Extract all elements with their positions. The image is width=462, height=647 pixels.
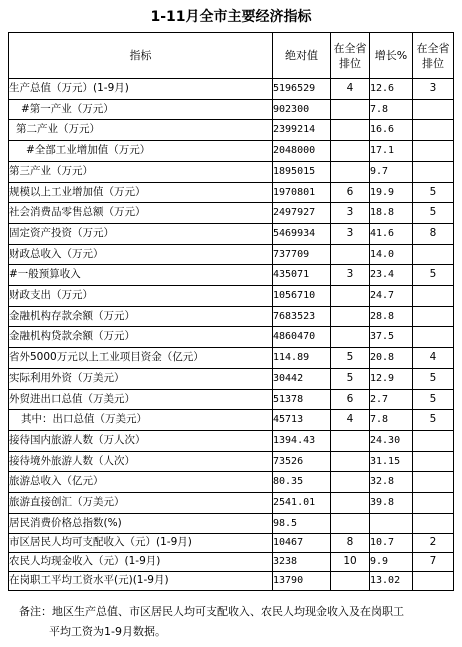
row-rank-b: 4	[413, 348, 454, 369]
row-growth: 10.7	[370, 534, 413, 553]
row-rank-b: 5	[413, 368, 454, 389]
row-rank-a	[331, 99, 370, 120]
row-rank-b: 2	[413, 534, 454, 553]
row-label: 旅游直接创汇（万美元）	[9, 493, 273, 514]
row-rank-a	[331, 472, 370, 493]
row-rank-b	[413, 99, 454, 120]
row-rank-a	[331, 141, 370, 162]
row-rank-a: 5	[331, 368, 370, 389]
row-rank-b	[413, 120, 454, 141]
row-rank-a	[331, 161, 370, 182]
table-row	[9, 223, 454, 244]
table-row	[9, 348, 454, 369]
row-growth: 37.5	[370, 327, 413, 348]
row-growth: 24.7	[370, 286, 413, 307]
row-growth: 12.9	[370, 368, 413, 389]
row-value: 2497927	[273, 203, 331, 224]
row-growth: 41.6	[370, 223, 413, 244]
row-rank-a	[331, 244, 370, 265]
row-value: 1394.43	[273, 430, 331, 451]
row-growth: 12.6	[370, 79, 413, 100]
row-value: 30442	[273, 368, 331, 389]
row-rank-b: 7	[413, 553, 454, 572]
row-growth: 20.8	[370, 348, 413, 369]
row-growth: 13.02	[370, 571, 413, 590]
row-rank-a: 5	[331, 348, 370, 369]
table-row	[9, 451, 454, 472]
row-label: 财政支出（万元）	[9, 286, 273, 307]
row-rank-b: 5	[413, 203, 454, 224]
table-row	[9, 265, 454, 286]
row-value: 2048000	[273, 141, 331, 162]
row-value: 10467	[273, 534, 331, 553]
table-header-row	[9, 33, 454, 79]
row-rank-b	[413, 306, 454, 327]
row-growth: 28.8	[370, 306, 413, 327]
header-rank-b-line2: 排位	[422, 56, 444, 70]
table-row	[9, 286, 454, 307]
row-rank-a	[331, 493, 370, 514]
table-row	[9, 534, 454, 553]
row-growth: 31.15	[370, 451, 413, 472]
footnote-line-1: 备注：地区生产总值、市区居民人均可支配收入、农民人均现金收入及在岗职工	[19, 605, 404, 618]
row-rank-b: 5	[413, 389, 454, 410]
row-growth	[370, 513, 413, 534]
row-growth: 32.8	[370, 472, 413, 493]
row-label: 其中：出口总值（万美元）	[9, 410, 273, 431]
row-label: 固定资产投资（万元）	[9, 223, 273, 244]
table-row	[9, 306, 454, 327]
row-rank-b: 8	[413, 223, 454, 244]
row-label: 农民人均现金收入（元）(1-9月)	[9, 553, 273, 572]
row-rank-b: 3	[413, 79, 454, 100]
row-label: 省外5000万元以上工业项目资金（亿元）	[9, 348, 273, 369]
row-rank-a: 10	[331, 553, 370, 572]
row-value: 1056710	[273, 286, 331, 307]
row-growth: 24.30	[370, 430, 413, 451]
row-value: 4860470	[273, 327, 331, 348]
table-row	[9, 161, 454, 182]
header-growth: 增长%	[370, 33, 413, 79]
header-rank-b-line1: 在全省	[416, 41, 450, 55]
table-row	[9, 244, 454, 265]
table-row	[9, 430, 454, 451]
row-rank-a	[331, 327, 370, 348]
row-rank-a: 3	[331, 223, 370, 244]
row-growth: 39.8	[370, 493, 413, 514]
row-growth: 18.8	[370, 203, 413, 224]
row-value: 2399214	[273, 120, 331, 141]
row-rank-b	[413, 472, 454, 493]
table-row	[9, 571, 454, 590]
row-rank-b: 5	[413, 182, 454, 203]
row-value: 5469934	[273, 223, 331, 244]
row-label: 接待境外旅游人数（人次）	[9, 451, 273, 472]
row-growth: 9.9	[370, 553, 413, 572]
row-rank-b	[413, 493, 454, 514]
row-rank-a: 6	[331, 182, 370, 203]
row-label: #第一产业（万元）	[9, 99, 273, 120]
row-rank-b: 5	[413, 410, 454, 431]
table-row	[9, 553, 454, 572]
row-label: 规模以上工业增加值（万元）	[9, 182, 273, 203]
table-row	[9, 141, 454, 162]
row-rank-a	[331, 513, 370, 534]
row-value: 435071	[273, 265, 331, 286]
row-rank-b	[413, 161, 454, 182]
row-label: 金融机构贷款余额（万元）	[9, 327, 273, 348]
row-growth: 19.9	[370, 182, 413, 203]
row-label: 旅游总收入（亿元）	[9, 472, 273, 493]
row-growth: 7.8	[370, 410, 413, 431]
row-value: 1970801	[273, 182, 331, 203]
row-value: 2541.01	[273, 493, 331, 514]
table-row	[9, 368, 454, 389]
row-label: 财政总收入（万元）	[9, 244, 273, 265]
row-rank-b	[413, 513, 454, 534]
header-rank-b	[413, 33, 454, 79]
row-label: 第三产业（万元）	[9, 161, 273, 182]
row-value: 737709	[273, 244, 331, 265]
row-rank-a: 8	[331, 534, 370, 553]
row-growth: 16.6	[370, 120, 413, 141]
row-rank-b	[413, 430, 454, 451]
row-rank-a	[331, 306, 370, 327]
header-indicator: 指标	[9, 33, 273, 79]
header-value: 绝对值	[273, 33, 331, 79]
row-value: 13790	[273, 571, 331, 590]
row-growth: 7.8	[370, 99, 413, 120]
row-value: 80.35	[273, 472, 331, 493]
row-label: 市区居民人均可支配收入（元）(1-9月)	[9, 534, 273, 553]
row-value: 3238	[273, 553, 331, 572]
table-row	[9, 182, 454, 203]
footnote	[19, 602, 449, 642]
row-value: 45713	[273, 410, 331, 431]
row-rank-a: 4	[331, 410, 370, 431]
row-rank-a: 3	[331, 265, 370, 286]
row-label: 实际利用外资（万美元）	[9, 368, 273, 389]
row-label: #全部工业增加值（万元）	[9, 141, 273, 162]
row-growth: 2.7	[370, 389, 413, 410]
row-label: 在岗职工平均工资水平(元)(1-9月)	[9, 571, 273, 590]
table-row	[9, 389, 454, 410]
table-row	[9, 327, 454, 348]
row-rank-a: 3	[331, 203, 370, 224]
row-value: 51378	[273, 389, 331, 410]
row-value: 5196529	[273, 79, 331, 100]
row-rank-a: 4	[331, 79, 370, 100]
row-value: 902300	[273, 99, 331, 120]
row-rank-b	[413, 571, 454, 590]
row-value: 114.89	[273, 348, 331, 369]
table-row	[9, 203, 454, 224]
row-rank-a	[331, 451, 370, 472]
header-rank-a-line1: 在全省	[333, 41, 367, 55]
row-rank-a	[331, 571, 370, 590]
row-rank-a	[331, 430, 370, 451]
row-label: 居民消费价格总指数(%)	[9, 513, 273, 534]
row-rank-b: 5	[413, 265, 454, 286]
row-rank-a	[331, 286, 370, 307]
row-label: 外贸进出口总值（万美元）	[9, 389, 273, 410]
row-growth: 23.4	[370, 265, 413, 286]
row-growth: 14.0	[370, 244, 413, 265]
header-rank-a	[331, 33, 370, 79]
row-rank-b	[413, 451, 454, 472]
row-label: 接待国内旅游人数（万人次）	[9, 430, 273, 451]
row-rank-b	[413, 244, 454, 265]
row-label: 金融机构存款余额（万元）	[9, 306, 273, 327]
row-value: 1895015	[273, 161, 331, 182]
row-label: 生产总值（万元）(1-9月)	[9, 79, 273, 100]
page-title: 1-11月全市主要经济指标	[150, 9, 312, 25]
row-rank-a: 6	[331, 389, 370, 410]
header-rank-a-line2: 排位	[339, 56, 361, 70]
table-row	[9, 513, 454, 534]
table-row	[9, 79, 454, 100]
row-rank-b	[413, 286, 454, 307]
row-rank-a	[331, 120, 370, 141]
row-value: 98.5	[273, 513, 331, 534]
table-row	[9, 493, 454, 514]
row-label: 第二产业（万元）	[9, 120, 273, 141]
table-row	[9, 99, 454, 120]
row-growth: 9.7	[370, 161, 413, 182]
indicator-table	[8, 32, 454, 591]
row-growth: 17.1	[370, 141, 413, 162]
footnote-line-2: 平均工资为1-9月数据。	[49, 625, 166, 638]
table-row	[9, 472, 454, 493]
table-row	[9, 120, 454, 141]
row-value: 7683523	[273, 306, 331, 327]
row-rank-b	[413, 141, 454, 162]
table-row	[9, 410, 454, 431]
row-value: 73526	[273, 451, 331, 472]
row-label: #一般预算收入	[9, 265, 273, 286]
row-label: 社会消费品零售总额（万元）	[9, 203, 273, 224]
row-rank-b	[413, 327, 454, 348]
